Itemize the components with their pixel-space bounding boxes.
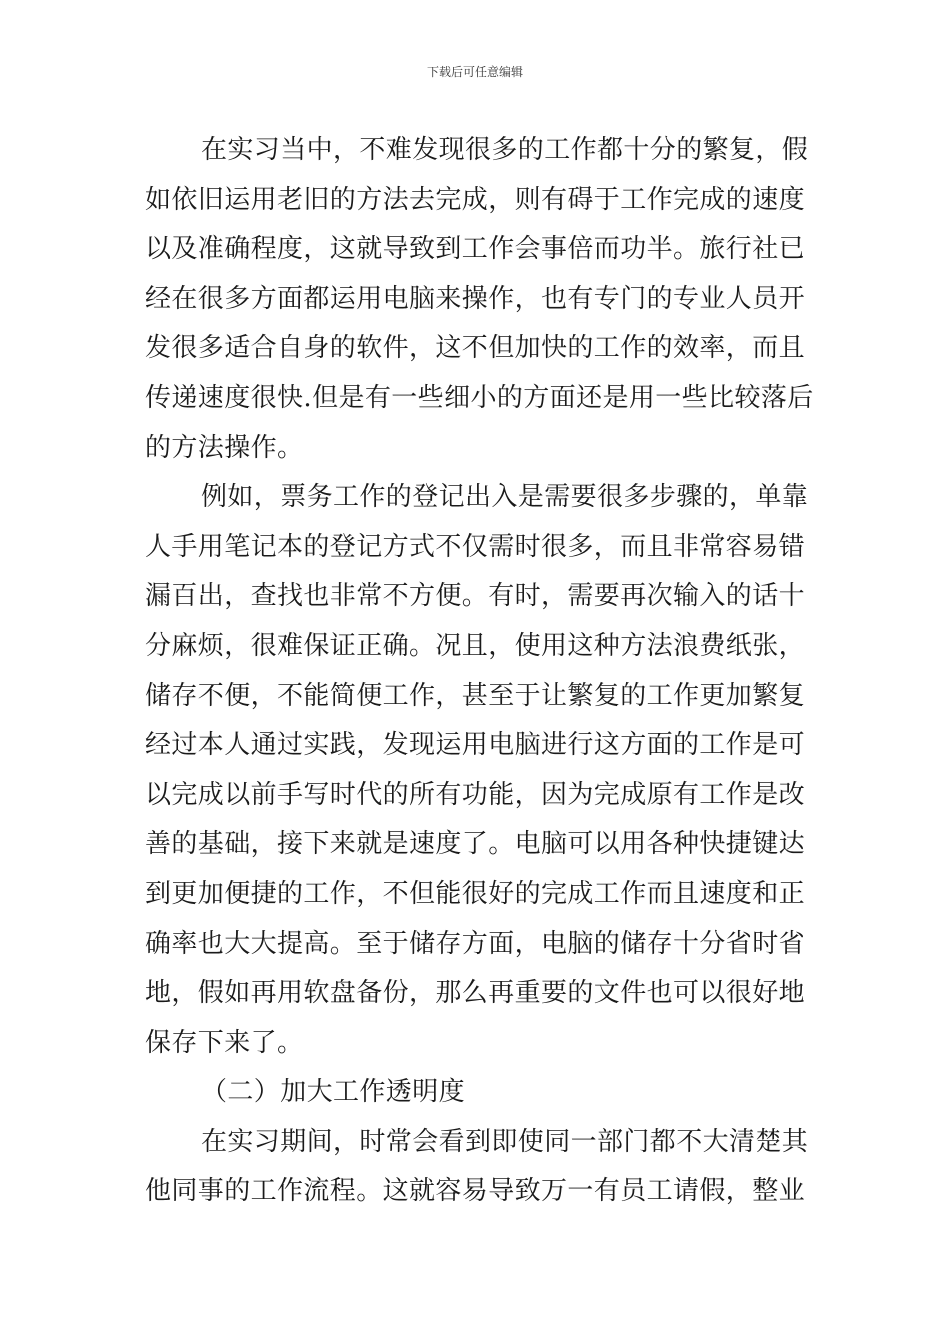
paragraph-line: 如依旧运用老旧的方法去完成，则有碍于工作完成的速度 — [145, 184, 806, 215]
paragraph-line: 储存不便，不能简便工作，甚至于让繁复的工作更加繁复 — [145, 680, 806, 711]
paragraph-2 — [145, 473, 810, 1068]
paragraph-line: 经过本人通过实践，发现运用电脑进行这方面的工作是可 — [145, 730, 806, 761]
paragraph-line: 地，假如再用软盘备份，那么再重要的文件也可以很好地 — [145, 978, 806, 1009]
paragraph-3 — [145, 1118, 810, 1217]
paragraph-1 — [145, 126, 814, 473]
section-heading: （二）加大工作透明度 — [201, 1077, 466, 1108]
paragraph-line: 保存下来了。 — [145, 1027, 304, 1058]
paragraph-line: 例如，票务工作的登记出入是需要很多步骤的，单靠 — [201, 482, 809, 513]
paragraph-line: 以完成以前手写时代的所有功能，因为完成原有工作是改 — [145, 779, 806, 810]
paragraph-line: 到更加便捷的工作，不但能很好的完成工作而且速度和正 — [145, 878, 806, 909]
paragraph-line: 分麻烦，很难保证正确。况且，使用这种方法浪费纸张， — [145, 630, 806, 661]
paragraph-line: 在实习当中，不难发现很多的工作都十分的繁复，假 — [201, 135, 809, 165]
paragraph-line: 经在很多方面都运用电脑来操作，也有专门的专业人员开 — [145, 283, 806, 314]
paragraph-line: 他同事的工作流程。这就容易导致万一有员工请假，整业 — [145, 1176, 806, 1207]
paragraph-line: 传递速度很快.但是有一些细小的方面还是用一些比较落后 — [145, 382, 814, 413]
paragraph-line: 人手用笔记本的登记方式不仅需时很多，而且非常容易错 — [145, 531, 806, 562]
paragraph-line: 在实习期间，时常会看到即使同一部门都不大清楚其 — [201, 1126, 809, 1157]
document-body — [145, 126, 814, 1217]
page-header: 下载后可任意编辑 — [426, 65, 523, 79]
paragraph-line: 发很多适合自身的软件，这不但加快的工作的效率，而且 — [145, 333, 806, 364]
paragraph-line: 确率也大大提高。至于储存方面，电脑的储存十分省时省 — [145, 928, 806, 959]
paragraph-line: 善的基础，接下来就是速度了。电脑可以用各种快捷键达 — [145, 829, 806, 860]
paragraph-line: 以及准确程度，这就导致到工作会事倍而功半。旅行社已 — [145, 234, 806, 265]
paragraph-line: 漏百出，查找也非常不方便。有时，需要再次输入的话十 — [145, 581, 806, 612]
paragraph-line: 的方法操作。 — [145, 432, 304, 463]
